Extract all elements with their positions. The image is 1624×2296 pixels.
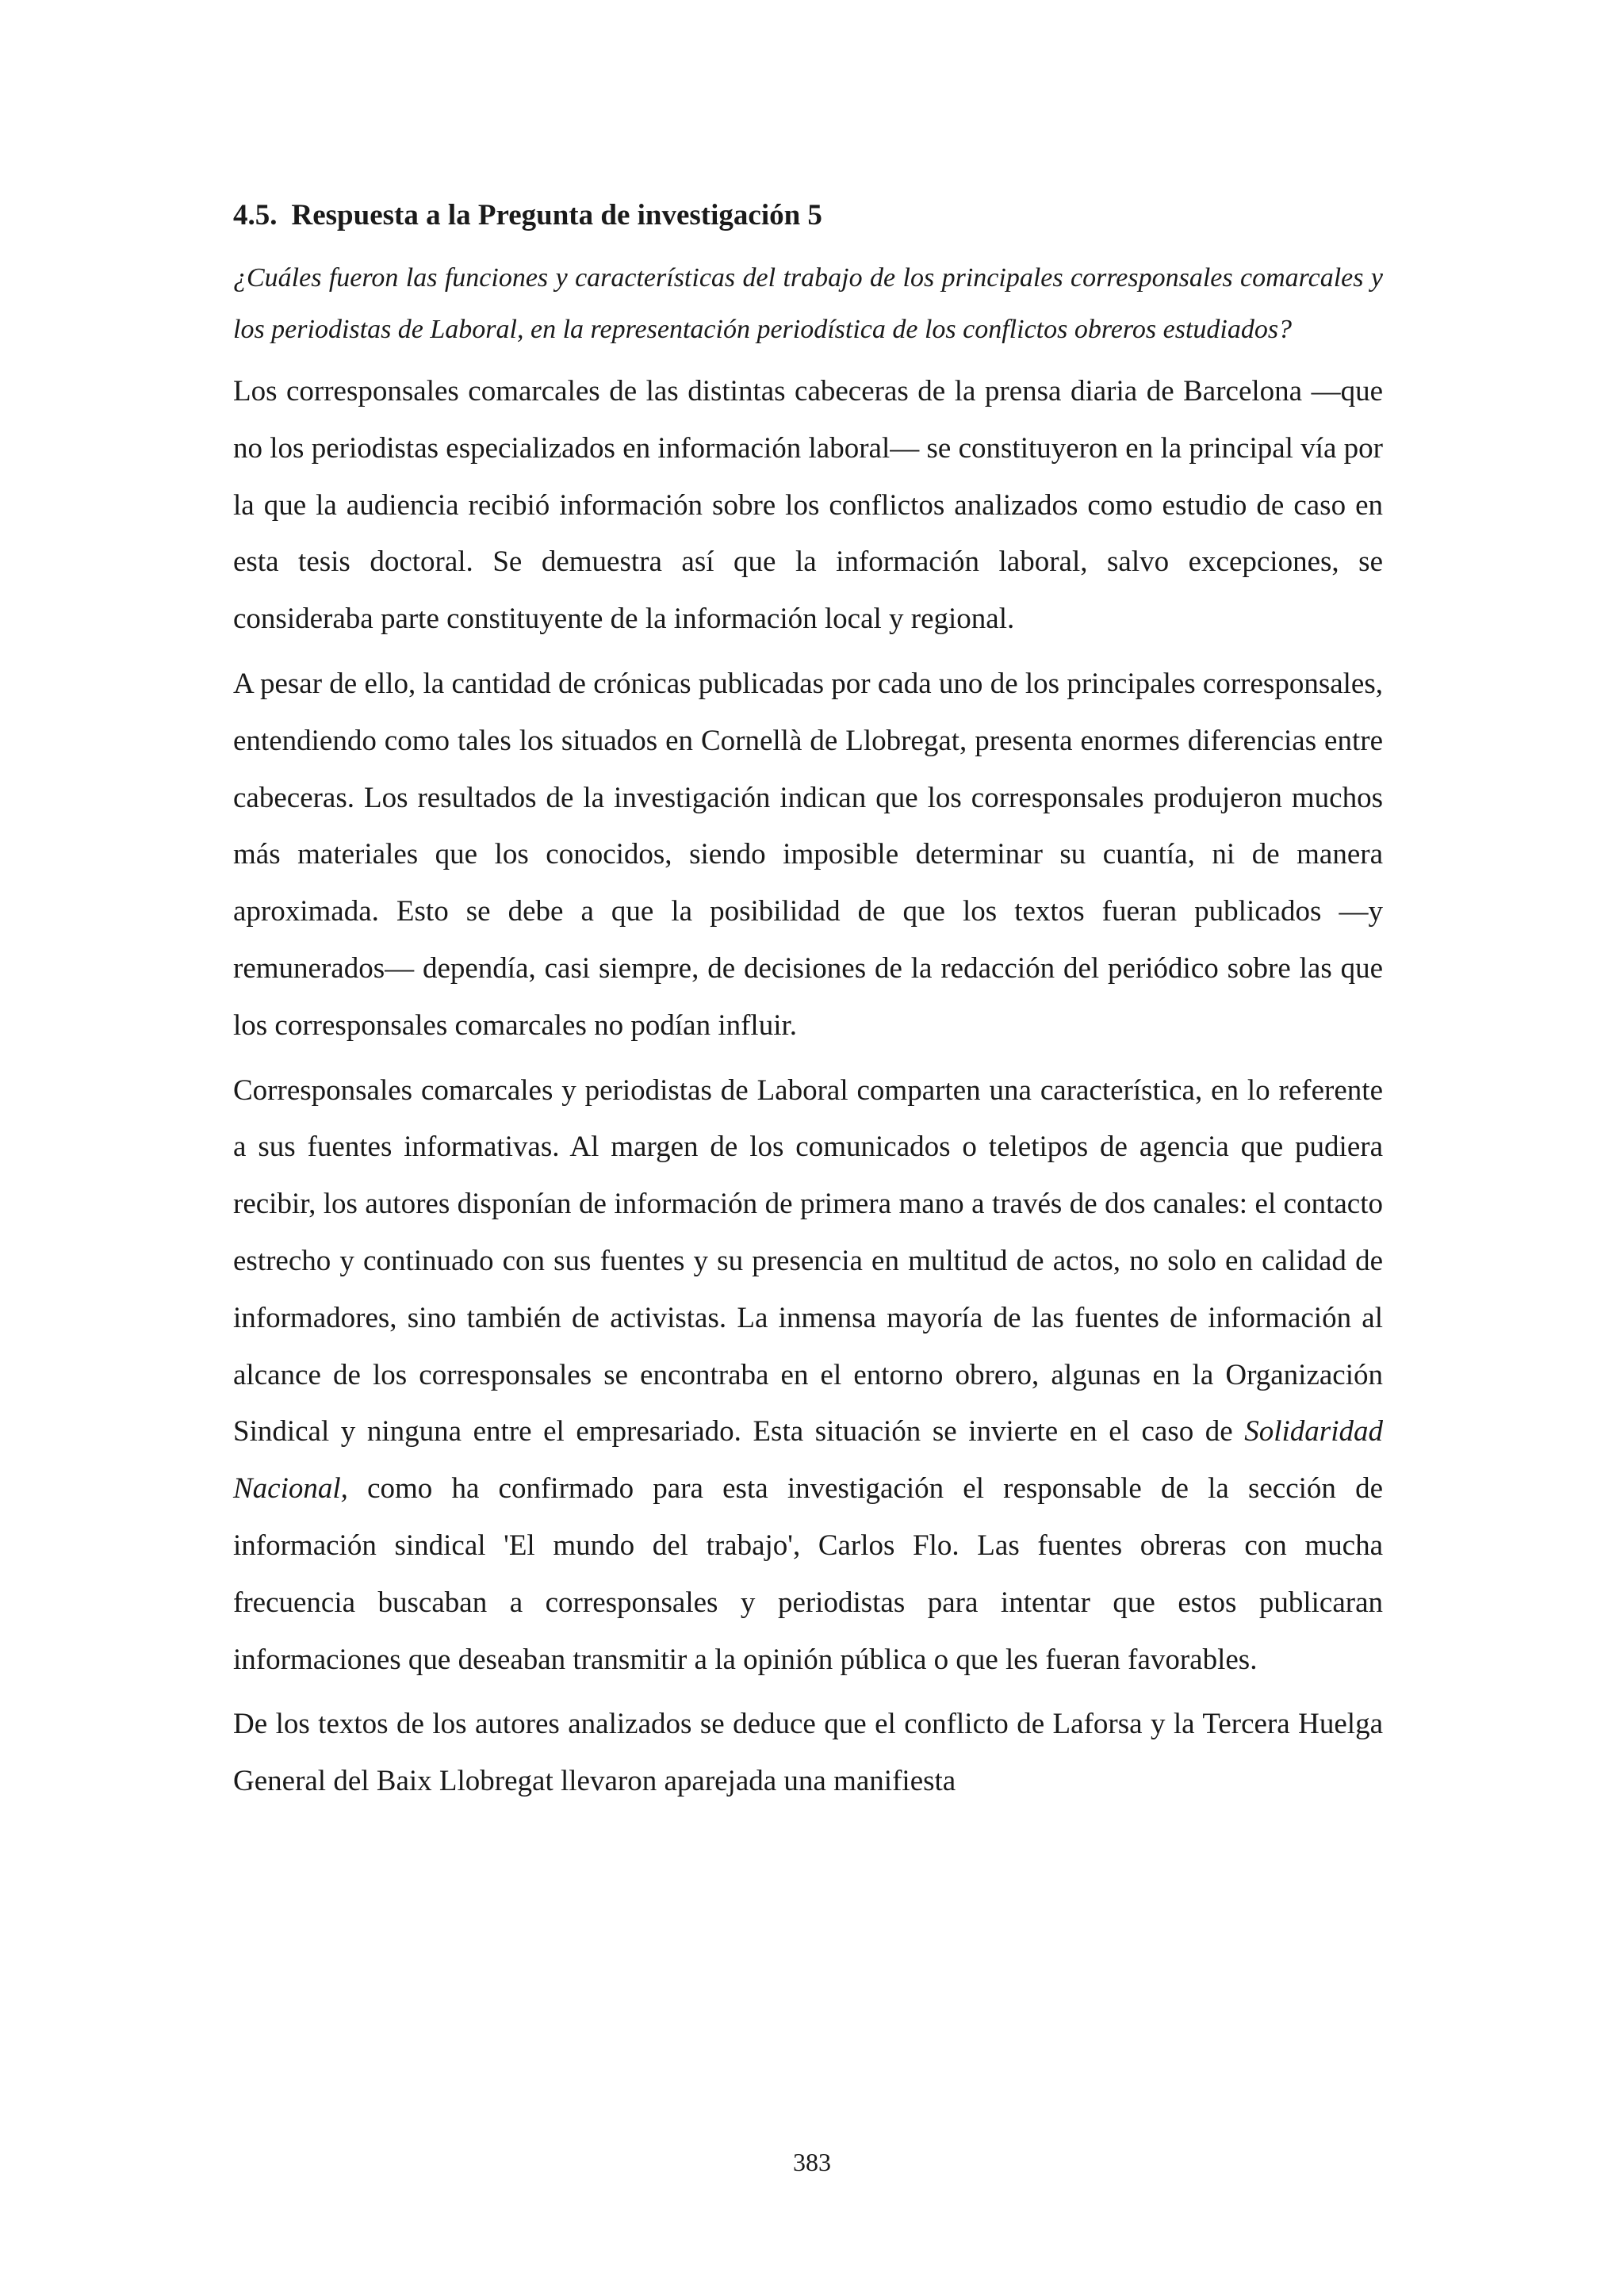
page-number: 383 — [793, 2148, 831, 2176]
paragraph-3 — [233, 1062, 1383, 1689]
section-heading — [233, 195, 1383, 236]
paragraph-3-text-a: Corresponsales comarcales y periodistas de Laboral comparten una característica, en lo referente a sus fuentes informativas. Al margen de los comunicados o teletipos de agencia que pudiera recibir, los autores disponían de información de primera mano a través de dos canales: el contacto estrecho y continuado con sus fuentes y su presencia en multitud de actos, no solo en calidad de informadores, sino también de activistas. La inmensa mayoría de las fuentes de información al alcance de los corresponsales se encontraba en el entorno obrero, algunas en la Organización Sindical y ninguna entre el empresariado. Esta situación se invierte en el caso de — [233, 1073, 1383, 1448]
paragraph-3-text-b: como ha confirmado para esta investigación el responsable de la sección de información sindical 'El mundo del trabajo', Carlos Flo. Las fuentes obreras con mucha frecuencia buscaban a corresponsales y periodistas para intentar que estos publicaran informaciones que deseaban transmitir a la opinión pública o que les fueran favorables. — [233, 1472, 1383, 1676]
section-number: 4.5. — [233, 199, 278, 232]
newspaper-title: Solidaridad Nacional, — [233, 1415, 1383, 1506]
paragraph-4: De los textos de los autores analizados se deduce que el conflicto de Laforsa y la Tercera Huelga General del Baix Llobregat llevaron aparejada una manifiesta — [233, 1708, 1383, 1798]
paragraph-2: A pesar de ello, la cantidad de crónicas publicadas por cada uno de los principales corresponsales, entendiendo como tales los situados en Cornellà de Llobregat, presenta enormes diferencias entre cabeceras. Los resultados de la investigación indican que los corresponsales produjeron muchos más materiales que los conocidos, siendo imposible determinar su cuantía, ni de manera aproximada. Esto se debe a que la posibilidad de que los textos fueran publicados —y remunerados— dependía, casi siempre, de decisiones de la redacción del periódico sobre las que los corresponsales comarcales no podían influir. — [233, 667, 1383, 1042]
research-question: ¿Cuáles fueron las funciones y características del trabajo de los principales corresponsales comarcales y los periodistas de Laboral, en la representación periodística de los conflictos obreros estudiados? — [233, 263, 1383, 344]
page-body — [233, 195, 1383, 1818]
section-title: Respuesta a la Pregunta de investigación 5 — [291, 199, 822, 232]
paragraph-1: Los corresponsales comarcales de las distintas cabeceras de la prensa diaria de Barcelona —que no los periodistas especializados en información laboral— se constituyeron en la principal vía por la que la audiencia recibió información sobre los conflictos analizados como estudio de caso en esta tesis doctoral. Se demuestra así que la información laboral, salvo excepciones, se consideraba parte constituyente de la información local y regional. — [233, 375, 1383, 636]
